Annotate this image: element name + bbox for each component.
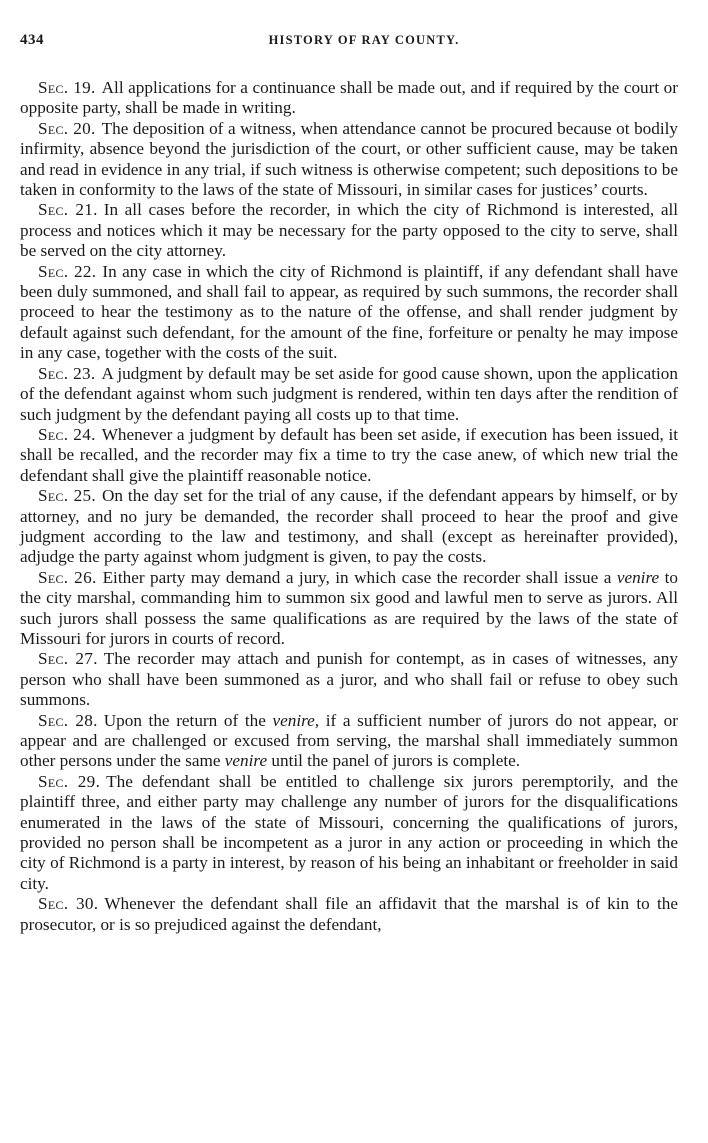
- page-number: 434: [20, 32, 44, 48]
- book-page: [20, 32, 678, 935]
- section-paragraph: [20, 200, 678, 261]
- section-label: Sec. 25.: [38, 486, 96, 506]
- italic-term: venire,: [272, 710, 320, 730]
- section-text: The deposition of a witness, when attendance cannot be procured because ot bodily infirmity, absence beyond the jurisdiction of the court, or other sufficient cause, may be taken and read in evidence in any trial, if such witness is otherwise competent; such depositions to be taken in conformity to the laws of the state of Missouri, in similar cases for justices’ courts.: [20, 118, 678, 200]
- section-paragraph: [20, 486, 678, 568]
- section-paragraph: [20, 772, 678, 894]
- section-label: Sec. 29.: [38, 771, 101, 791]
- ordinance-text: [20, 78, 678, 935]
- section-label: Sec. 21.: [38, 200, 98, 220]
- section-paragraph: [20, 262, 678, 364]
- section-text: All applications for a continuance shall be made out, and if required by the court or opposite party, shall be made in writing.: [20, 78, 678, 118]
- section-paragraph: [20, 364, 678, 425]
- section-text: Whenever the defendant shall file an affidavit that the marshal is of kin to the prosecutor, or is so prejudiced against the defendant,: [20, 894, 678, 934]
- section-text: The recorder may attach and punish for contempt, as in cases of witnesses, any person who shall have been summoned as a juror, and who shall fail or refuse to obey such summons.: [20, 649, 678, 710]
- section-paragraph: [20, 894, 678, 935]
- section-label: Sec. 26.: [38, 567, 97, 587]
- section-text: Either party may demand a jury, in which case the recorder shall issue a: [102, 567, 617, 587]
- section-label: Sec. 30.: [38, 894, 99, 914]
- section-label: Sec. 22.: [38, 261, 97, 281]
- section-text: to the city marshal, commanding him to summon six good and lawful men to serve as jurors. All such jurors shall possess the same qualifications as are required by the laws of the state of Missouri for jurors in courts of record.: [20, 567, 678, 648]
- section-text: A judgment by default may be set aside for good cause shown, upon the application of the defendant against whom such judgment is rendered, within ten days after the rendition of such judgment by the defendant paying all costs up to that time.: [20, 363, 678, 424]
- running-head: [20, 32, 678, 56]
- section-text: On the day set for the trial of any cause, if the defendant appears by himself, or by attorney, and no jury be demanded, the recorder shall proceed to hear the proof and give judgment according to the law and testimony, and shall (except as hereinafter provided), adjudge the party against whom judgment is given, to pay the costs.: [20, 486, 679, 567]
- section-paragraph: [20, 119, 678, 201]
- section-text: Upon the return of the: [103, 710, 273, 730]
- section-paragraph: [20, 78, 678, 119]
- italic-term: venire: [224, 751, 268, 771]
- section-paragraph: [20, 425, 678, 486]
- section-text: In all cases before the recorder, in which the city of Richmond is interested, all process and notices which it may be necessary for the party opposed to the city to serve, shall be served on the city attorney.: [20, 200, 678, 261]
- section-text: if a sufficient number of jurors do not appear, or appear and are challenged or excused from serving, the marshal shall immediately summon other persons under the same: [20, 710, 678, 771]
- section-label: Sec. 28.: [38, 710, 98, 730]
- section-label: Sec. 24.: [38, 424, 96, 444]
- section-text: until the panel of jurors is complete.: [267, 751, 521, 771]
- section-label: Sec. 20.: [38, 118, 96, 138]
- section-paragraph: [20, 649, 678, 710]
- running-title: HISTORY OF RAY COUNTY.: [268, 33, 460, 47]
- section-text: Whenever a judgment by default has been set aside, if execution has been issued, it shall be recalled, and the recorder may fix a time to try the case anew, of which new trial the defendant shall give the plaintiff reasonable notice.: [20, 424, 678, 485]
- section-label: Sec. 27.: [38, 649, 98, 669]
- section-label: Sec. 19.: [38, 78, 96, 97]
- italic-term: venire: [616, 567, 660, 587]
- section-label: Sec. 23.: [38, 363, 96, 383]
- section-paragraph: [20, 568, 678, 650]
- section-text: In any case in which the city of Richmond is plaintiff, if any defendant shall have been duly summoned, and shall fail to appear, as required by such summons, the recorder shall proceed to hear the testimony as to the nature of the offense, and shall render judgment by default against such defendant, for the amount of the fine, forfeiture or penalty he may impose in any case, together with the costs of the suit.: [20, 261, 679, 363]
- section-text: The defendant shall be entitled to challenge six jurors peremptorily, and the plaintiff three, and either party may challenge any number of jurors for the disqualifications enumerated in the laws of the state of Missouri, concerning the qualifications of jurors, provided no person shall be incompetent as a juror in any action or proceeding in which the city of Richmond is a party in interest, by reason of his being an inhabitant or freeholder in said city.: [20, 771, 678, 893]
- section-paragraph: [20, 711, 678, 772]
